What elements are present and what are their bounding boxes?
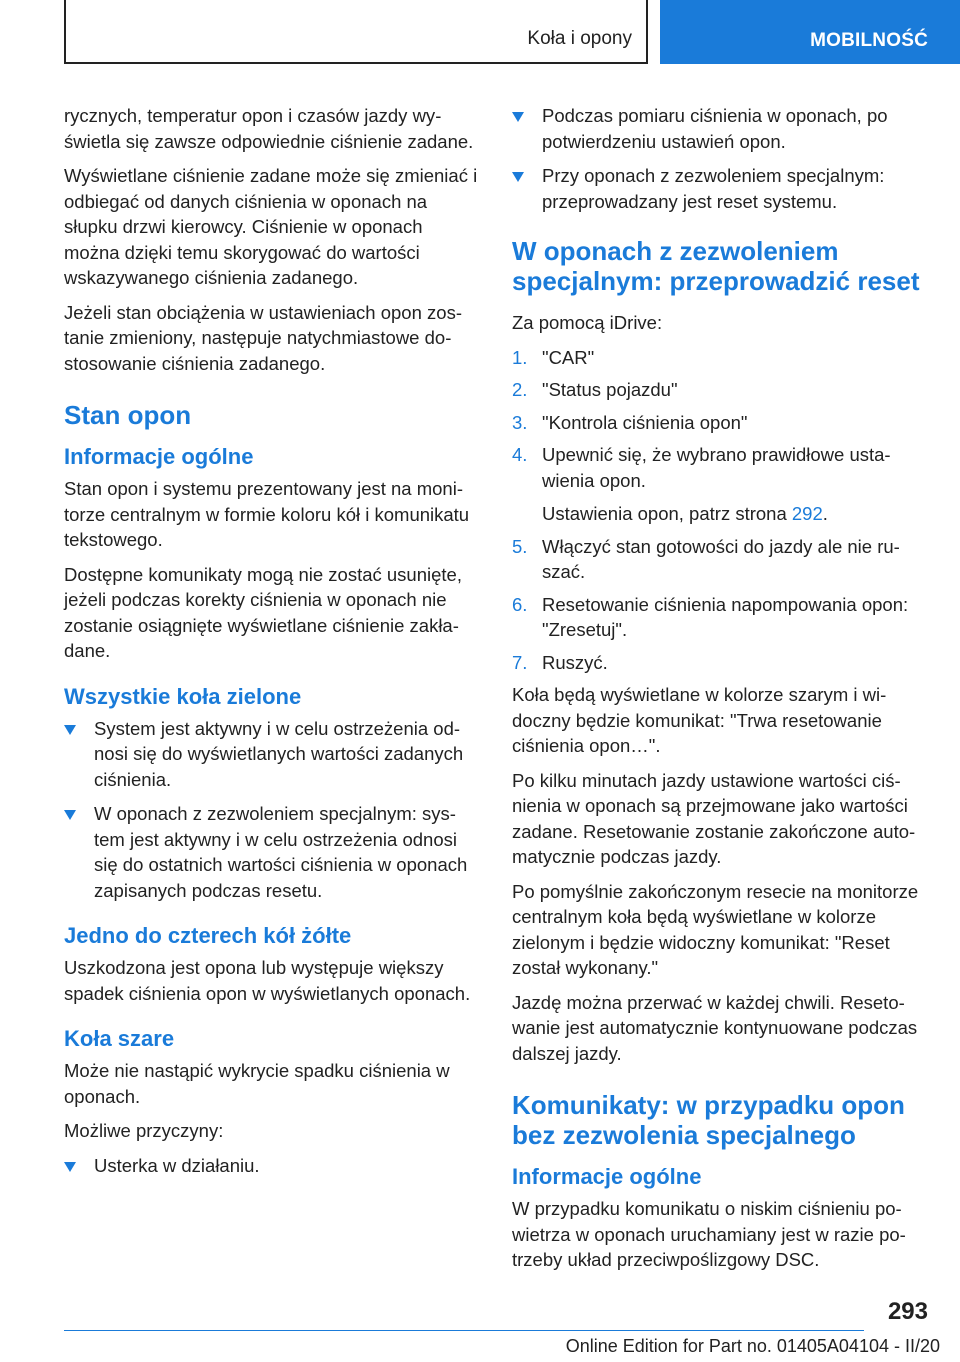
paragraph: W przypadku komunikatu o niskim ciśnieniu powietrza w oponach uruchamiany jest w razie potrzeby układ przeciwpoślizgowy DSC. bbox=[512, 1198, 906, 1270]
bullet-triangle-icon bbox=[64, 725, 76, 735]
heading-reset: W oponach z zezwoleniem specjalnym: przeprowadzić reset bbox=[512, 236, 920, 296]
reset-steps bbox=[512, 345, 926, 676]
paragraph: Za pomocą iDrive: bbox=[512, 312, 663, 333]
footer-edition: Online Edition for Part no. 01405A04104 - II/20 bbox=[565, 1336, 940, 1356]
paragraph: Wyświetlane ciśnienie zadane może się zmieniać i odbiegać od danych ciśnienia w oponach na słupku drzwi kierowcy. Ciśnienie w oponach można dzięki temu skorygować do wartości wskazywanego ciśnienia zadanego. bbox=[64, 165, 478, 288]
chapter-tab-label: MOBILNOŚĆ bbox=[810, 30, 928, 51]
step-number: 1. bbox=[512, 346, 528, 368]
bullet-triangle-icon bbox=[64, 810, 76, 820]
heading-informacje-ogolne: Informacje ogólne bbox=[64, 444, 254, 469]
step-number: 7. bbox=[512, 651, 528, 673]
step-subnote-end: . bbox=[822, 503, 828, 524]
heading-komunikaty: Komunikaty: w przypadku opon bez zezwolenia specjalnego bbox=[512, 1090, 905, 1150]
paragraph: Może nie nastąpić wykrycie spadku ciśnienia w oponach. bbox=[64, 1060, 450, 1107]
bullet-triangle-icon bbox=[64, 1162, 76, 1172]
paragraph: Po pomyślnie zakończonym resecie na monitorze centralnym koła będą wyświetlane w kolorze zielonym i będzie widoczny komunikat: "Reset został wykonany." bbox=[512, 880, 919, 978]
step-item bbox=[512, 345, 926, 371]
paragraph: Jeżeli stan obciążenia w ustawieniach opon zostanie zmieniony, następuje natychmiastowe dostosowanie ciśnienia zadanego. bbox=[64, 301, 462, 374]
grey-list bbox=[64, 1153, 480, 1179]
step-number: 2. bbox=[512, 379, 528, 400]
heading-kola-szare: Koła szare bbox=[64, 1026, 175, 1051]
step-number: 5. bbox=[512, 535, 528, 557]
footer-divider bbox=[64, 1330, 864, 1331]
step-text: "Status pojazdu" bbox=[542, 379, 678, 400]
heading-jedno-do-czterech: Jedno do czterech kół żółte bbox=[64, 923, 352, 948]
step-subnote-text: Ustawienia opon, patrz strona bbox=[542, 503, 792, 524]
list-item-text: System jest aktywny i w celu ostrzeżenia odnosi się do wyświetlanych wartości zadanych ciśnienia. bbox=[94, 717, 464, 790]
bullet-triangle-icon bbox=[512, 172, 524, 182]
step-number: 6. bbox=[512, 593, 528, 615]
paragraph: Możliwe przyczyny: bbox=[64, 1120, 224, 1141]
heading-informacje-ogolne-2: Informacje ogólne bbox=[512, 1164, 702, 1189]
paragraph: rycznych, temperatur opon i czasów jazdy wyświetla się zawsze odpowiednie ciśnienie zadane. bbox=[64, 105, 474, 152]
step-text: Włączyć stan gotowości do jazdy ale nie ruszać. bbox=[542, 535, 900, 582]
step-number: 4. bbox=[512, 444, 528, 465]
page-link[interactable]: 292 bbox=[791, 503, 823, 524]
list-item-text: W oponach z zezwoleniem specjalnym: system jest aktywny i w celu ostrzeżenia odnosi się do ostatnich wartości ciśnienia w oponach zapisanych podczas resetu. bbox=[94, 803, 468, 901]
step-item bbox=[512, 534, 926, 585]
heading-stan-opon: Stan opon bbox=[64, 400, 192, 430]
left-column bbox=[64, 103, 480, 1187]
header-section-box bbox=[64, 0, 648, 64]
green-list bbox=[64, 716, 480, 904]
page-number: 293 bbox=[887, 1298, 928, 1325]
top-list bbox=[512, 103, 926, 214]
step-item bbox=[512, 592, 926, 643]
step-text: "Kontrola ciśnienia opon" bbox=[542, 411, 748, 433]
paragraph: Dostępne komunikaty mogą nie zostać usunięte, jeżeli podczas korekty ciśnienia w oponach nie zostanie osiągnięte wyświetlane ciśnienie zakładane. bbox=[64, 563, 462, 661]
paragraph: Stan opon i systemu prezentowany jest na monitorze centralnym w formie koloru kół i komunikatu tekstowego. bbox=[64, 478, 470, 550]
step-text: "CAR" bbox=[542, 346, 595, 368]
paragraph: Jazdę można przerwać w każdej chwili. Resetowanie jest automatycznie kontynuowane podczas dalszej jazdy. bbox=[512, 991, 918, 1064]
list-item-text: Usterka w działaniu. bbox=[94, 1154, 260, 1176]
right-column bbox=[512, 103, 926, 1282]
step-item bbox=[512, 650, 926, 676]
list-item-text: Przy oponach z zezwoleniem specjalnym: przeprowadzany jest reset systemu. bbox=[542, 165, 885, 212]
step-text: Ruszyć. bbox=[542, 651, 608, 673]
paragraph: Po kilku minutach jazdy ustawione wartości ciśnienia w oponach są przejmowane jako wartości zadane. Resetowanie zostanie zakończone automatycznie podczas jazdy. bbox=[512, 769, 916, 867]
step-text: Resetowanie ciśnienia napompowania opon: "Zresetuj". bbox=[542, 593, 909, 640]
paragraph: Koła będą wyświetlane w kolorze szarym i widoczny będzie komunikat: "Trwa resetowanie ciśnienia opon…". bbox=[512, 684, 887, 756]
step-number: 3. bbox=[512, 411, 528, 433]
list-item bbox=[64, 716, 480, 793]
heading-wszystkie-kola-zielone: Wszystkie koła zielone bbox=[64, 683, 302, 709]
section-title: Koła i opony bbox=[527, 28, 632, 49]
step-subnote bbox=[542, 501, 926, 527]
list-item bbox=[64, 801, 480, 903]
chapter-tab bbox=[660, 0, 960, 64]
step-item bbox=[512, 442, 926, 527]
step-item bbox=[512, 377, 926, 403]
list-item bbox=[64, 1153, 480, 1179]
paragraph: Uszkodzona jest opona lub występuje większy spadek ciśnienia opon w wyświetlanych oponach. bbox=[64, 957, 471, 1004]
bullet-triangle-icon bbox=[512, 112, 524, 122]
list-item-text: Podczas pomiaru ciśnienia w oponach, po potwierdzeniu ustawień opon. bbox=[542, 105, 888, 152]
step-item bbox=[512, 410, 926, 436]
step-text: Upewnić się, że wybrano prawidłowe ustawienia opon. bbox=[542, 444, 891, 491]
list-item bbox=[512, 103, 926, 154]
list-item bbox=[512, 163, 926, 214]
